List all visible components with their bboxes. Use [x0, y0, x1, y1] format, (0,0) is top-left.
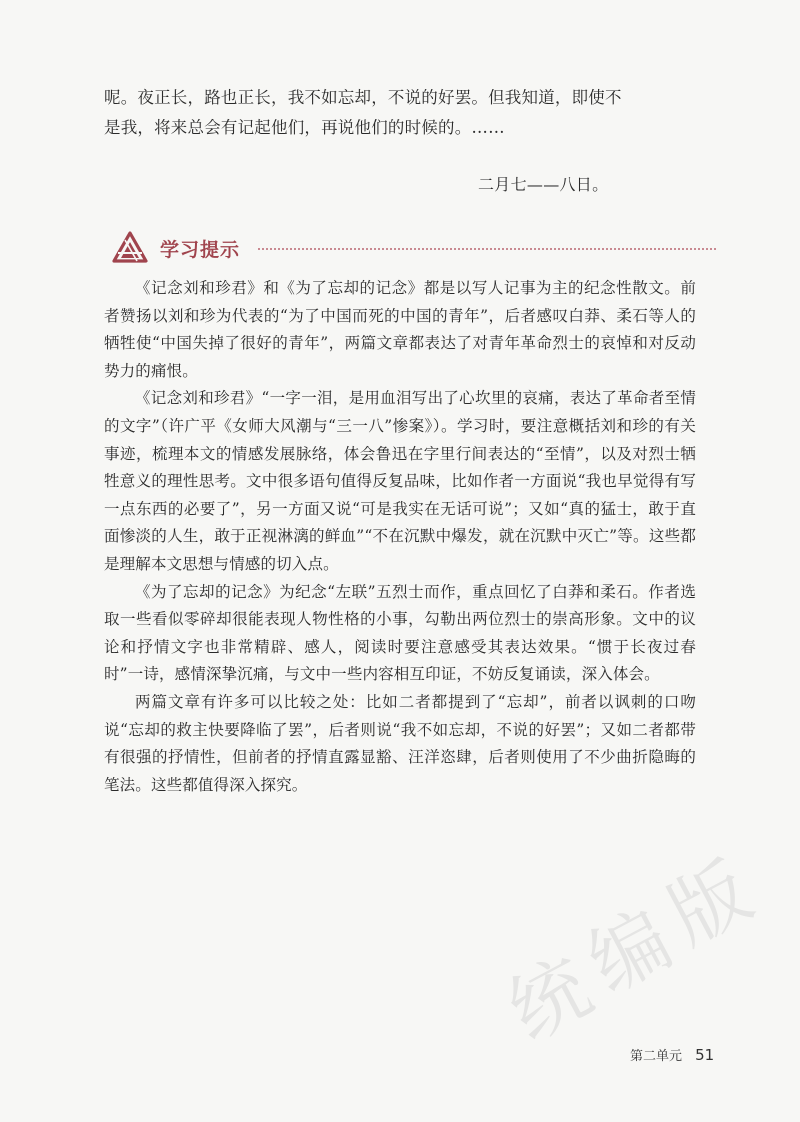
- tips-paragraph: 《记念刘和珍君》和《为了忘却的记念》都是以写人记事为主的纪念性散文。前者赞扬以刘和珍为代表的“为了中国而死的中国的青年”，后者感叹白莽、柔石等人的牺牲使“中国失掉了很好的青年”，两篇文章都表达了对青年革命烈士的哀悼和对反动势力的痛恨。: [104, 279, 696, 380]
- tips-paragraph: 《为了忘却的记念》为纪念“左联”五烈士而作，重点回忆了白莽和柔石。作者选取一些看似零碎却很能表现人物性格的小事，勾勒出两位烈士的崇高形象。文中的议论和抒情文字也非常精辟、感人，阅读时要注意感受其表达效果。“惯于长夜过春时”一诗，感情深挚沉痛，与文中一些内容相互印证，不妨反复诵读，深入体会。: [104, 582, 696, 684]
- page-number: 51: [695, 1045, 715, 1064]
- essay-date: 二月七——八日。: [478, 175, 609, 194]
- tips-paragraph: 《记念刘和珍君》“一字一泪，是用血泪写出了心坎里的哀痛，表达了革命者至情的文字”（许广平《女师大风潮与“三一八”惨案》）。学习时，要注意概括刘和珍的有关事迹，梳理本文的情感发展脉络，体会鲁迅在字里行间表达的“至情”，以及对烈士牺牲意义的理性思考。文中很多语句值得反复品味，比如作者一方面说“我也早觉得有写一点东西的必要了”，另一方面又说“可是我实在无话可说”；又如“真的猛士，敢于直面惨淡的人生，敢于正视淋漓的鲜血”“不在沉默中爆发，就在沉默中灭亡”等。这些都是理解本文思想与情感的切入点。: [104, 389, 696, 573]
- page-footer: [630, 1044, 720, 1064]
- essay-line-2: 是我，将来总会有记起他们，再说他们的时候的。……: [104, 118, 505, 137]
- study-tips-header: [112, 229, 716, 269]
- triangle-logo-icon: [112, 231, 148, 263]
- unit-label: 第二单元: [630, 1049, 683, 1064]
- watermark-char: 版: [654, 846, 766, 963]
- watermark-char: 编: [574, 894, 686, 1011]
- tips-paragraph: 两篇文章有许多可以比较之处：比如二者都提到了“忘却”，前者以讽刺的口吻说“忘却的救主快要降临了罢”，后者则说“我不如忘却，不说的好罢”；又如二者都带有很强的抒情性，但前者的抒情直露显豁、汪洋恣肆，后者则使用了不少曲折隐晦的笔法。这些都值得深入探究。: [104, 692, 696, 794]
- study-tips-title: 学习提示: [160, 239, 241, 261]
- essay-ending: [104, 83, 622, 143]
- essay-line-1: 呢。夜正长，路也正长，我不如忘却，不说的好罢。但我知道，即使不: [104, 88, 622, 107]
- dotted-divider: [258, 248, 716, 250]
- study-tips-body: [104, 275, 696, 799]
- watermark-char: 统: [494, 942, 606, 1059]
